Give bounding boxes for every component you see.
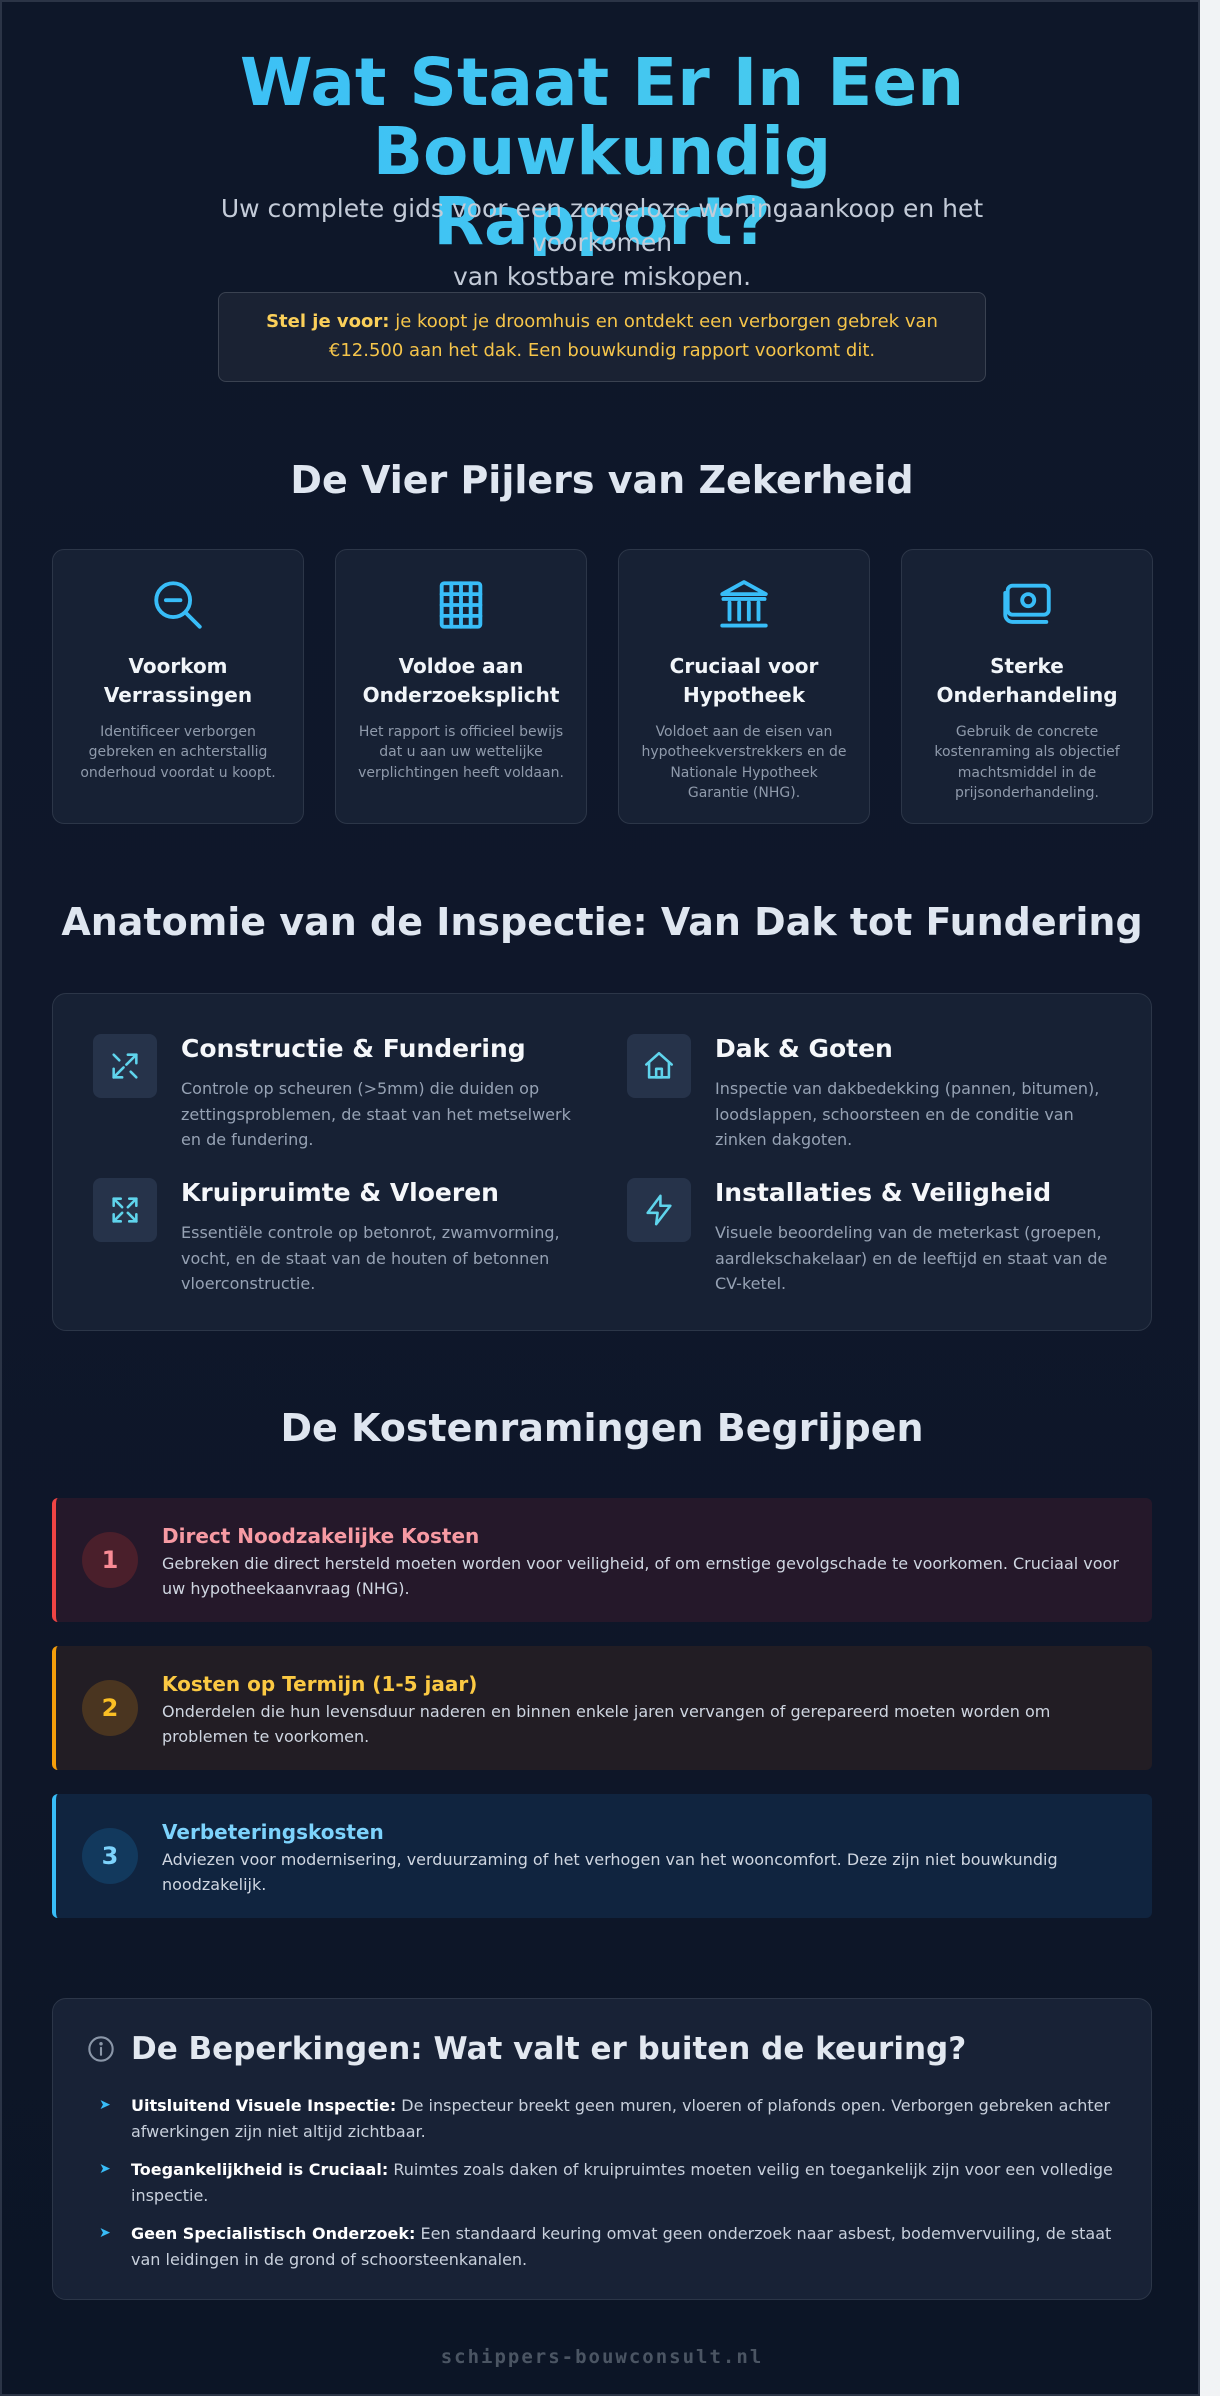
anatomy-item-desc: Essentiële controle op betonrot, zwamvorming, vocht, en de staat van de houten of betonnen vloerconstructie. — [181, 1223, 560, 1294]
cost-title: Direct Noodzakelijke Kosten — [162, 1524, 480, 1548]
arrow-bullet-icon: ➤ — [99, 2225, 111, 2241]
footer-url: schippers-bouwconsult.nl — [440, 2346, 764, 2368]
cost-card-improvement — [52, 1794, 1152, 1918]
limitation-text — [131, 2093, 1119, 2144]
home-icon — [642, 1049, 676, 1083]
anatomy-item-desc: Controle op scheuren (>5mm) die duiden op zettingsproblemen, de staat van het metselwerk en de fundering. — [181, 1079, 571, 1150]
pillar-desc: Identificeer verborgen gebreken en achterstallig onderhoud voordat u koopt. — [80, 724, 276, 781]
anatomy-icon-box — [93, 1034, 157, 1098]
cost-card-term — [52, 1646, 1152, 1770]
anatomy-icon-box — [93, 1178, 157, 1242]
pillar-desc: Het rapport is officieel bewijs dat u aan uw wettelijke verplichtingen heeft voldaan. — [358, 724, 564, 781]
page-subtitle-line2: van kostbare miskopen. — [452, 261, 752, 291]
limitation-item — [99, 2093, 1119, 2144]
cost-desc: Gebreken die direct hersteld moeten worden voor veiligheid, of om ernstige gevolgschade te voorkomen. Cruciaal voor uw hypotheekaanvraag (NHG). — [162, 1554, 1119, 1598]
anatomy-item-title: Installaties & Veiligheid — [715, 1178, 1052, 1207]
page-title-line1: Wat Staat Er In Een Bouwkundig — [239, 44, 965, 191]
limitation-body: Een standaard keuring omvat geen onderzoek naar asbest, bodemvervuiling, de staat van leidingen in de grond of schoorsteenkanalen. — [131, 2224, 1112, 2269]
limitation-lead: Uitsluitend Visuele Inspectie: — [131, 2096, 397, 2115]
cost-number-badge: 2 — [82, 1680, 138, 1736]
cost-desc: Adviezen voor modernisering, verduurzaming of het verhogen van het wooncomfort. Deze zijn niet bouwkundig noodzakelijk. — [162, 1850, 1058, 1894]
anatomy-icon-box — [627, 1034, 691, 1098]
page-subtitle-line1: Uw complete gids voor een zorgeloze woningaankoop en het voorkomen — [220, 194, 984, 257]
lightning-icon — [642, 1193, 676, 1227]
cost-card-urgent — [52, 1498, 1152, 1622]
page-title-line2: Rapport? — [433, 182, 771, 260]
pillar-card-mortgage — [618, 549, 870, 824]
money-icon — [998, 576, 1056, 634]
grid-icon — [432, 576, 490, 634]
cost-title: Kosten op Termijn (1-5 jaar) — [162, 1672, 478, 1696]
pillar-title: Voldoe aan Onderzoeksplicht — [362, 654, 560, 707]
anatomy-item-desc: Visuele beoordeling van de meterkast (groepen, aardlekschakelaar) en de leeftijd en staat van de CV-ketel. — [715, 1223, 1108, 1294]
limitation-text — [131, 2221, 1119, 2272]
limitation-lead: Toegankelijkheid is Cruciaal: — [131, 2160, 389, 2179]
cost-number-badge: 3 — [82, 1828, 138, 1884]
pillar-card-surprises — [52, 549, 304, 824]
pillar-desc: Gebruik de concrete kostenraming als objectief machtsmiddel in de prijsonderhandeling. — [934, 724, 1120, 801]
pillars-title: De Vier Pijlers van Zekerheid — [290, 458, 914, 502]
arrow-bullet-icon: ➤ — [99, 2161, 111, 2177]
limitation-body: Ruimtes zoals daken of kruipruimtes moeten veilig en toegankelijk zijn voor een volledige inspectie. — [131, 2160, 1113, 2205]
costs-title: De Kostenramingen Begrijpen — [280, 1406, 924, 1450]
limitations-header — [87, 2031, 966, 2067]
anatomy-item-title: Constructie & Fundering — [181, 1034, 526, 1063]
resize-icon — [108, 1049, 142, 1083]
limitations-title: De Beperkingen: Wat valt er buiten de keuring? — [131, 2031, 967, 2067]
anatomy-item-title: Dak & Goten — [715, 1034, 893, 1063]
expand-icon — [108, 1193, 142, 1227]
limitation-body: De inspecteur breekt geen muren, vloeren of plafonds open. Verborgen gebreken achter afwerkingen zijn niet altijd zichtbaar. — [131, 2096, 1111, 2141]
callout-body: je koopt je droomhuis en ontdekt een verborgen gebrek van €12.500 aan het dak. Een bouwkundig rapport voorkomt dit. — [328, 311, 938, 361]
pillar-title: Voorkom Verrassingen — [103, 654, 253, 707]
page-subtitle — [152, 192, 1052, 293]
pillar-title: Sterke Onderhandeling — [936, 654, 1118, 707]
limitation-lead: Geen Specialistisch Onderzoek: — [131, 2224, 416, 2243]
pillar-desc: Voldoet aan de eisen van hypotheekverstrekkers en de Nationale Hypotheek Garantie (NHG). — [641, 724, 847, 801]
cost-desc: Onderdelen die hun levensduur naderen en binnen enkele jaren vervangen of gerepareerd moeten worden om problemen te voorkomen. — [162, 1702, 1051, 1746]
anatomy-item-desc: Inspectie van dakbedekking (pannen, bitumen), loodslappen, schoorsteen en de conditie van zinken dakgoten. — [715, 1079, 1100, 1150]
bank-icon — [715, 576, 773, 634]
limitation-text — [131, 2157, 1119, 2208]
pillar-card-negotiation — [901, 549, 1153, 824]
cost-number-badge: 1 — [82, 1532, 138, 1588]
callout-box — [218, 292, 986, 382]
limitation-item — [99, 2221, 1119, 2272]
limitations-panel — [52, 1998, 1152, 2300]
cost-title: Verbeteringskosten — [162, 1820, 384, 1844]
anatomy-item-title: Kruipruimte & Vloeren — [181, 1178, 499, 1207]
anatomy-panel — [52, 993, 1152, 1331]
pillar-card-duty — [335, 549, 587, 824]
anatomy-title: Anatomie van de Inspectie: Van Dak tot Fundering — [61, 900, 1143, 944]
callout-text — [259, 308, 945, 366]
limitation-item — [99, 2157, 1119, 2208]
info-icon — [87, 2035, 115, 2063]
anatomy-icon-box — [627, 1178, 691, 1242]
arrow-bullet-icon: ➤ — [99, 2097, 111, 2113]
zoom-out-icon — [149, 576, 207, 634]
pillar-title: Cruciaal voor Hypotheek — [669, 654, 819, 707]
callout-lead: Stel je voor: — [266, 311, 390, 333]
